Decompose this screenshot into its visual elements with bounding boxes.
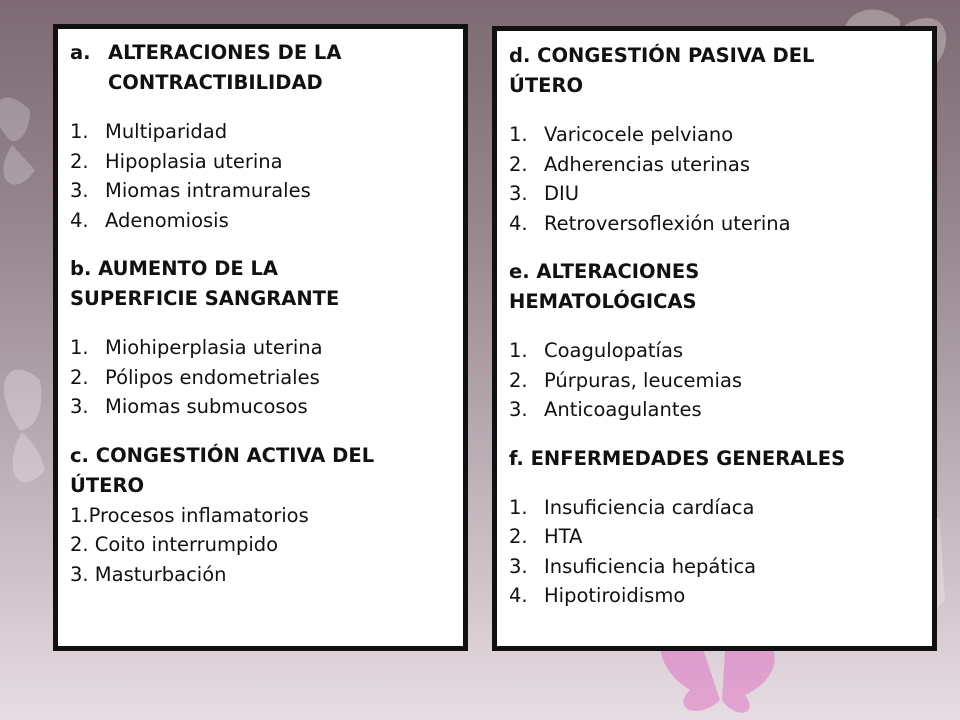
butterfly-icon bbox=[4, 370, 45, 483]
list-item: 2. Coito interrumpido bbox=[70, 533, 279, 556]
section-d-heading: d. CONGESTIÓN PASIVA DEL ÚTERO bbox=[509, 44, 815, 97]
list-item: 2. Pólipos endometriales bbox=[70, 365, 320, 389]
list-item: 2. Adherencias uterinas bbox=[509, 152, 751, 176]
section-a-list bbox=[70, 117, 453, 235]
section-e-list bbox=[509, 336, 922, 425]
list-item: 4. Hipotiroidismo bbox=[509, 584, 686, 607]
section-b-list bbox=[70, 333, 453, 422]
section-b-heading: b. AUMENTO DE LA SUPERFICIE SANGRANTE bbox=[70, 257, 340, 310]
right-card bbox=[492, 26, 937, 651]
section-f-list bbox=[509, 493, 922, 611]
list-item: 1. Insuficiencia cardíaca bbox=[509, 495, 755, 519]
section-c-heading: c. CONGESTIÓN ACTIVA DEL ÚTERO bbox=[70, 443, 375, 497]
list-item: 4. Retroversoflexión uterina bbox=[509, 211, 791, 235]
section-a-letter: a. bbox=[70, 41, 91, 64]
list-item: 3. Miomas submucosos bbox=[70, 395, 308, 418]
section-e-heading: e. ALTERACIONES HEMATOLÓGICAS bbox=[509, 260, 700, 313]
section-a-title-line2: CONTRACTIBILIDAD bbox=[108, 71, 323, 94]
list-item: 3. Masturbación bbox=[70, 562, 227, 586]
section-d-list bbox=[509, 120, 922, 238]
left-card bbox=[53, 24, 468, 651]
butterfly-icon bbox=[0, 98, 35, 185]
list-item: 1. Varicocele pelviano bbox=[509, 123, 734, 146]
section-a-heading bbox=[70, 38, 453, 98]
list-item: 3. Anticoagulantes bbox=[509, 398, 702, 421]
list-item: 1. Multiparidad bbox=[70, 120, 228, 143]
section-a-title-line1: ALTERACIONES DE LA bbox=[108, 41, 342, 64]
list-item: 3. Insuficiencia hepática bbox=[509, 554, 757, 578]
list-item: 2. Hipoplasia uterina bbox=[70, 149, 283, 173]
list-item: 2. HTA bbox=[509, 525, 583, 548]
list-item: 1. Coagulopatías bbox=[509, 339, 684, 362]
list-item: 1. Miohiperplasia uterina bbox=[70, 336, 323, 359]
list-item: 1.Procesos inflamatorios bbox=[70, 503, 309, 527]
list-item: 4. Adenomiosis bbox=[70, 208, 229, 232]
list-item: 2. Púrpuras, leucemias bbox=[509, 368, 743, 392]
list-item: 3. Miomas intramurales bbox=[70, 179, 311, 202]
section-c-list bbox=[70, 501, 453, 590]
section-f-heading: f. ENFERMEDADES GENERALES bbox=[509, 446, 846, 470]
list-item: 3. DIU bbox=[509, 182, 580, 205]
